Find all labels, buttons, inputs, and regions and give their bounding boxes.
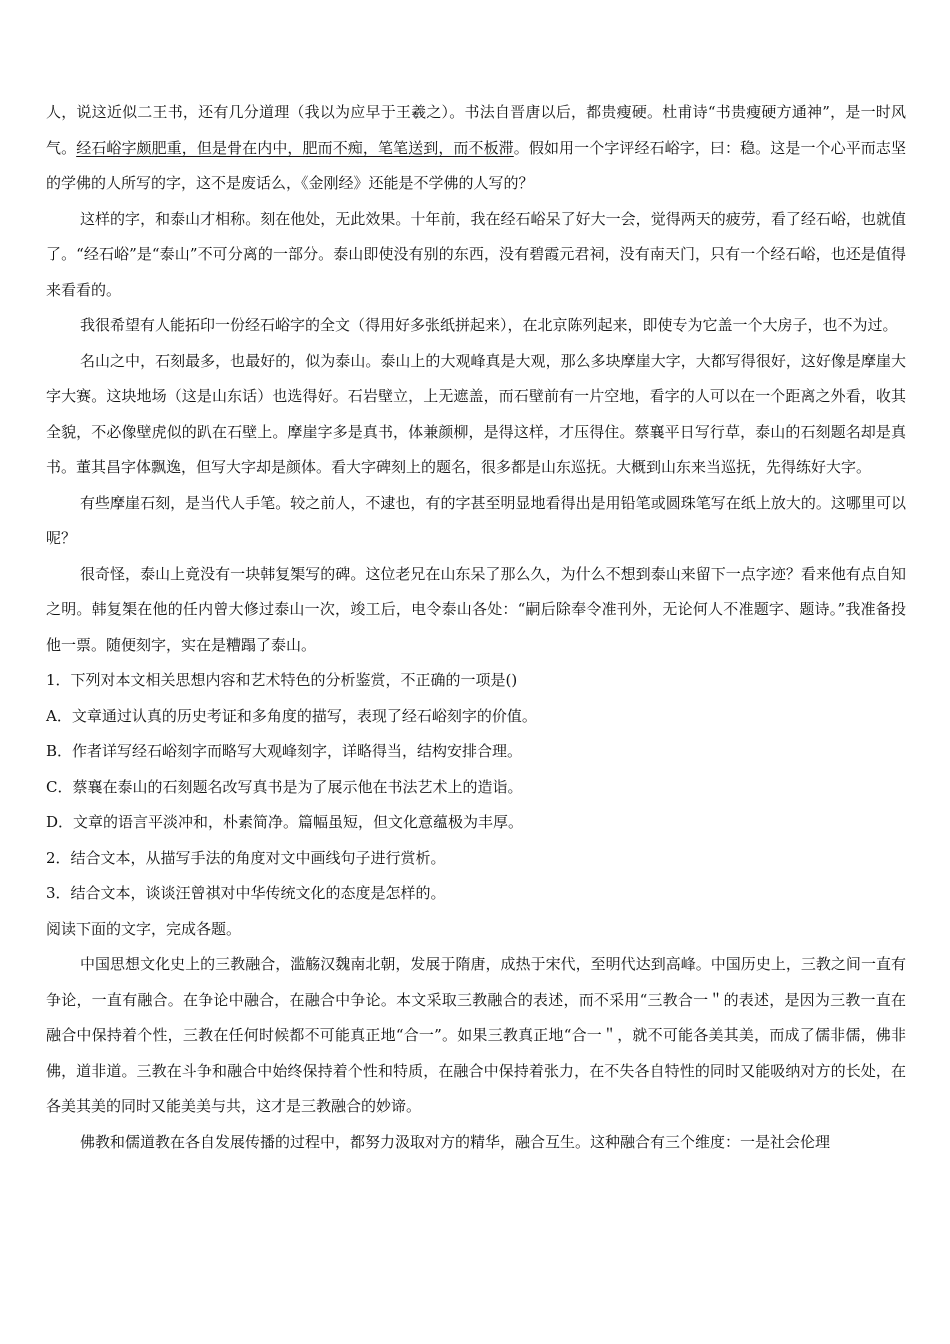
passage1-paragraph-5: 有些摩崖石刻，是当代人手笔。较之前人，不逮也，有的字甚至明显地看得出是用铅笔或圆珠笔写在纸上放大的。这哪里可以呢？ bbox=[46, 493, 906, 547]
paragraph-text: 人，说这近似二王书，还有几分道理（我以为应早于王羲之）。书法自晋唐以后，都贵瘦硬。杜甫诗“书贵瘦硬方通神”，是一时风气。 bbox=[46, 103, 906, 157]
passage1-paragraph-3: 我很希望有人能拓印一份经石峪字的全文（得用好多张纸拼起来），在北京陈列起来，即使专为它盖一个大房子，也不为过。 bbox=[80, 316, 898, 334]
passage1-paragraph-2: 这样的字，和泰山才相称。刻在他处，无此效果。十年前，我在经石峪呆了好大一会，觉得两天的疲劳，看了经石峪，也就值了。“经石峪”是“泰山”不可分离的一部分。泰山即使没有别的东西，没有碧霞元君祠，没有南天门，只有一个经石峪，也还是值得来看看的。 bbox=[46, 209, 906, 299]
question-3: 3．结合文本，谈谈汪曾祺对中华传统文化的态度是怎样的。 bbox=[46, 884, 446, 902]
passage1-paragraph-1 bbox=[46, 95, 906, 202]
passage2-intro: 阅读下面的文字，完成各题。 bbox=[46, 919, 242, 938]
option-a: A．文章通过认真的历史考证和多角度的描写，表现了经石峪刻字的价值。 bbox=[46, 706, 537, 725]
question-2: 2．结合文本，从描写手法的角度对文中画线句子进行赏析。 bbox=[46, 848, 446, 867]
question-1: 1．下列对本文相关思想内容和艺术特色的分析鉴赏，不正确的一项是() bbox=[46, 671, 518, 689]
document-page bbox=[46, 95, 906, 1160]
passage2-paragraph-2: 佛教和儒道教在各自发展传播的过程中，都努力汲取对方的精华，融合互生。这种融合有三个维度：一是社会伦理 bbox=[80, 1132, 831, 1151]
option-d: D．文章的语言平淡冲和，朴素简净。篇幅虽短，但文化意蕴极为丰厚。 bbox=[46, 813, 524, 831]
passage1-paragraph-6: 很奇怪，泰山上竟没有一块韩复榘写的碑。这位老兄在山东呆了那么久，为什么不想到泰山来留下一点字迹？看来他有点自知之明。韩复榘在他的任内曾大修过泰山一次，竣工后，电令泰山各处：“嗣后除奉令准刊外，无论何人不准题字、题诗。”我准备投他一票。随便刻字，实在是糟蹋了泰山。 bbox=[46, 564, 906, 654]
passage1-paragraph-4: 名山之中，石刻最多，也最好的，似为泰山。泰山上的大观峰真是大观，那么多块摩崖大字，大都写得很好，这好像是摩崖大字大赛。这块地场（这是山东话）也选得好。石岩壁立，上无遮盖，而石壁前有一片空地，看字的人可以在一个距离之外看，收其全貌，不必像壁虎似的趴在石壁上。摩崖字多是真书，体兼颜柳，是得这样，才压得住。蔡襄平日写行草，泰山的石刻题名却是真书。董其昌字体飘逸，但写大字却是颜体。看大字碑刻上的题名，很多都是山东巡抚。大概到山东来当巡抚，先得练好大字。 bbox=[46, 351, 906, 476]
paragraph-text: 。假如用一个字评经石峪字，曰：稳。这是一个心平而志坚的学佛的人所写的字，这不是废话么，《金刚经》还能是不学佛的人写的？ bbox=[46, 138, 906, 192]
underlined-sentence: 经石峪字颇肥重，但是骨在内中，肥而不痴，笔笔送到，而不板滞 bbox=[76, 138, 514, 157]
option-c: C．蔡襄在泰山的石刻题名改写真书是为了展示他在书法艺术上的造诣。 bbox=[46, 777, 523, 796]
passage2-paragraph-1: 中国思想文化史上的三教融合，滥觞汉魏南北朝，发展于隋唐，成热于宋代，至明代达到高峰。中国历史上，三教之间一直有争论，一直有融合。在争论中融合，在融合中争论。本文采取三教融合的表述，而不采用“三教合一＂的表述，是因为三教一直在融合中保持着个性，三教在任何时候都不可能真正地“合一”。如果三教真正地“合一＂，就不可能各美其美，而成了儒非儒，佛非佛，道非道。三教在斗争和融合中始终保持着个性和特质，在融合中保持着张力，在不失各自特性的同时又能吸纳对方的长处，在各美其美的同时又能美美与共，这才是三教融合的妙谛。 bbox=[46, 955, 906, 1115]
option-b: B．作者详写经石峪刻字而略写大观峰刻字，详略得当，结构安排合理。 bbox=[46, 742, 523, 760]
